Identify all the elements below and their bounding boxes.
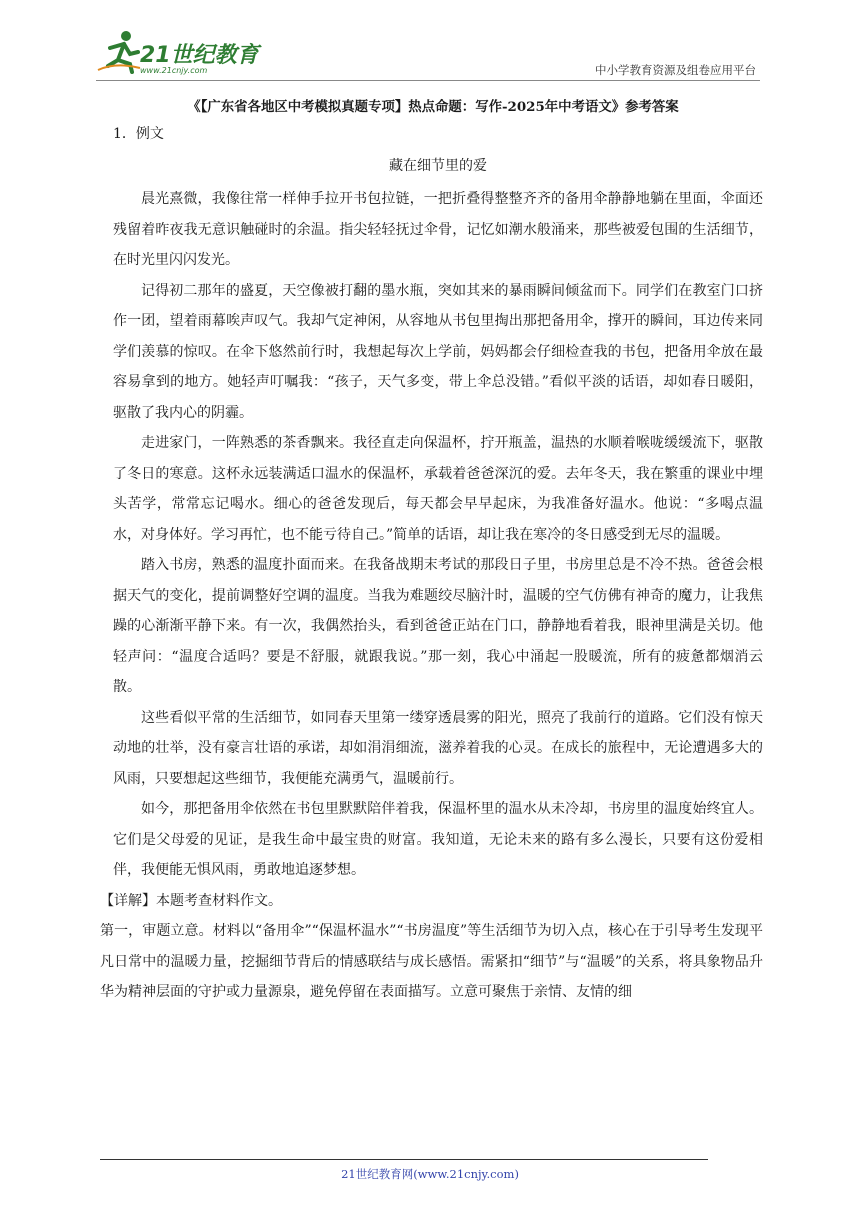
footer-divider — [100, 1159, 708, 1160]
runner-logo-icon — [96, 28, 142, 74]
detail-label: 【详解】本题考查材料作文。 — [100, 892, 282, 909]
analysis-paragraph: 第一，审题立意。材料以“备用伞”“保温杯温水”“书房温度”等生活细节为切入点，核心在于引导考生发现平凡日常中的温暖力量，挖掘细节背后的情感联结与成长感悟。需紧扣“细节”与“温暖”的关系，将具象物品升华为精神层面的守护或力量源泉，避免停留在表面描写。立意可聚焦于亲情、友情的细 — [100, 923, 763, 1000]
essay-paragraph: 如今，那把备用伞依然在书包里默默陪伴着我，保温杯里的温水从未冷却，书房里的温度始终宜人。它们是父母爱的见证，是我生命中最宝贵的财富。我知道，无论未来的路有多么漫长，只要有这份爱相伴，我便能无惧风雨，勇敢地追逐梦想。 — [113, 801, 763, 878]
page-footer[interactable]: 21世纪教育网(www.21cnjy.com) — [341, 1167, 519, 1181]
essay-paragraph: 记得初二那年的盛夏，天空像被打翻的墨水瓶，突如其来的暴雨瞬间倾盆而下。同学们在教室门口挤作一团，望着雨幕唉声叹气。我却气定神闲，从容地从书包里掏出那把备用伞，撑开的瞬间，耳边传来同学们羡慕的惊叹。在伞下悠然前行时，我想起每次上学前，妈妈都会仔细检查我的书包，把备用伞放在最容易拿到的地方。她轻声叮嘱我：“孩子，天气多变，带上伞总没错。”看似平淡的话语，却如春日暖阳，驱散了我内心的阴霾。 — [113, 282, 763, 421]
logo-text: 21世纪教育 — [140, 43, 259, 68]
platform-name: 中小学教育资源及组卷应用平台 — [595, 63, 756, 77]
document-title: 《【广东省各地区中考模拟真题专项】热点命题：写作-2025年中考语文》参考答案 — [187, 99, 679, 115]
essay-paragraph: 走进家门，一阵熟悉的茶香飘来。我径直走向保温杯，拧开瓶盖，温热的水顺着喉咙缓缓流下，驱散了冬日的寒意。这杯永远装满适口温水的保温杯，承载着爸爸深沉的爱。去年冬天，我在繁重的课业中埋头苦学，常常忘记喝水。细心的爸爸发现后，每天都会早早起床，为我准备好温水。他说：“多喝点温水，对身体好。学习再忙，也不能亏待自己。”简单的话语，却让我在寒冷的冬日感受到无尽的温暖。 — [113, 435, 763, 543]
logo-url: www.21cnjy.com — [140, 66, 208, 75]
page-header — [96, 28, 758, 80]
essay-paragraph: 这些看似平常的生活细节，如同春天里第一缕穿透晨雾的阳光，照亮了我前行的道路。它们没有惊天动地的壮举，没有豪言壮语的承诺，却如涓涓细流，滋养着我的心灵。在成长的旅程中，无论遭遇多大的风雨，只要想起这些细节，我便能充满勇气，温暖前行。 — [113, 709, 763, 787]
document-body — [100, 96, 763, 1008]
header-divider — [96, 80, 760, 81]
essay-paragraph: 晨光熹微，我像往常一样伸手拉开书包拉链，一把折叠得整整齐齐的备用伞静静地躺在里面，伞面还残留着昨夜我无意识触碰时的余温。指尖轻轻抚过伞骨，记忆如潮水般涌来，那些被爱包围的生活细节，在时光里闪闪发光。 — [113, 191, 763, 268]
essay-title: 藏在细节里的爱 — [389, 158, 487, 174]
essay-paragraph: 踏入书房，熟悉的温度扑面而来。在我备战期末考试的那段日子里，书房里总是不冷不热。爸爸会根据天气的变化，提前调整好空调的温度。当我为难题绞尽脑汁时，温暖的空气仿佛有神奇的魔力，让我焦躁的心渐渐平静下来。有一次，我偶然抬头，看到爸爸正站在门口，静静地看着我，眼神里满是关切。他轻声问：“温度合适吗？要是不舒服，就跟我说。”那一刻，我心中涌起一股暖流，所有的疲惫都烟消云散。 — [113, 557, 763, 695]
section-label: 1．例文 — [113, 126, 164, 142]
site-logo — [96, 28, 266, 74]
